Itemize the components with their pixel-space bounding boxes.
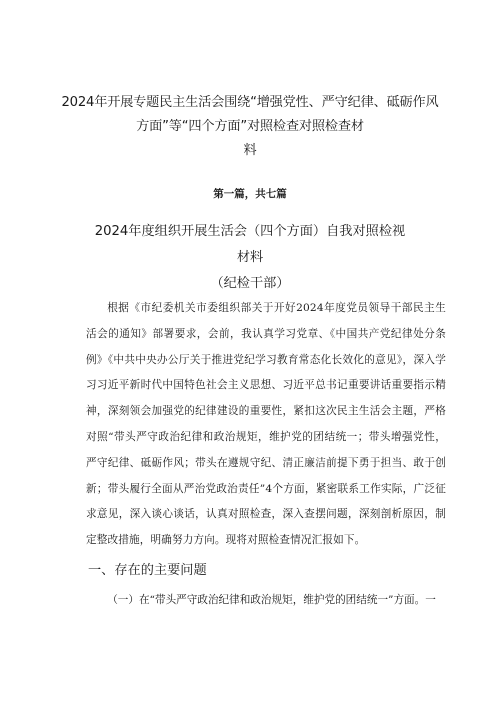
document-subtitle bbox=[40, 219, 460, 297]
section-first-paragraph: （一）在“带头严守政治纪律和政治规矩，维护党的团结统一”方面。一 bbox=[107, 594, 436, 606]
title-line-1: 2024年开展专题民主生活会围绕“增强党性、严守纪律、砥砺作风 bbox=[61, 95, 439, 110]
document-title bbox=[40, 91, 460, 163]
title-line-3: 料 bbox=[243, 143, 257, 158]
title-line-2: 方面”等“四个方面”对照检查对照检查材 bbox=[136, 119, 364, 134]
subtitle-line-2: 材料 bbox=[236, 250, 264, 265]
section-heading: 一、存在的主要问题 bbox=[88, 563, 207, 578]
intro-paragraph: 根据《市纪委机关市委组织部关于开好2024年度党员领导干部民主生活会的通知》部署要求，会前，我认真学习党章、《中国共产党纪律处分条例》《中共中央办公厅关于推进党纪学习教育常态化长效化的意见》，深入学习习近平新时代中国特色社会主义思想、习近平总书记重要讲话重要指示精神，深刻领会加强党的纪律建设的重要性，紧扣这次民主生活会主题，严格对照“带头严守政治纪律和政治规矩，维护党的团结统一；带头增强党性，严守纪律、砥砺作风；带头在遵规守纪、清正廉洁前提下勇于担当、敢于创新；带头履行全面从严治党政治责任”4个方面，紧密联系工作实际，广泛征求意见，深入谈心谈话，认真对照检查，深入查摆问题，深刻剖析原因，制定整改措施，明确努力方向。现将对照检查情况汇报如下。 bbox=[86, 302, 446, 547]
subtitle-line-3: （纪检干部） bbox=[210, 276, 290, 291]
subtitle-line-1: 2024年度组织开展生活会（四个方面）自我对照检视 bbox=[94, 224, 406, 239]
chapter-label: 第一篇，共七篇 bbox=[213, 188, 287, 200]
